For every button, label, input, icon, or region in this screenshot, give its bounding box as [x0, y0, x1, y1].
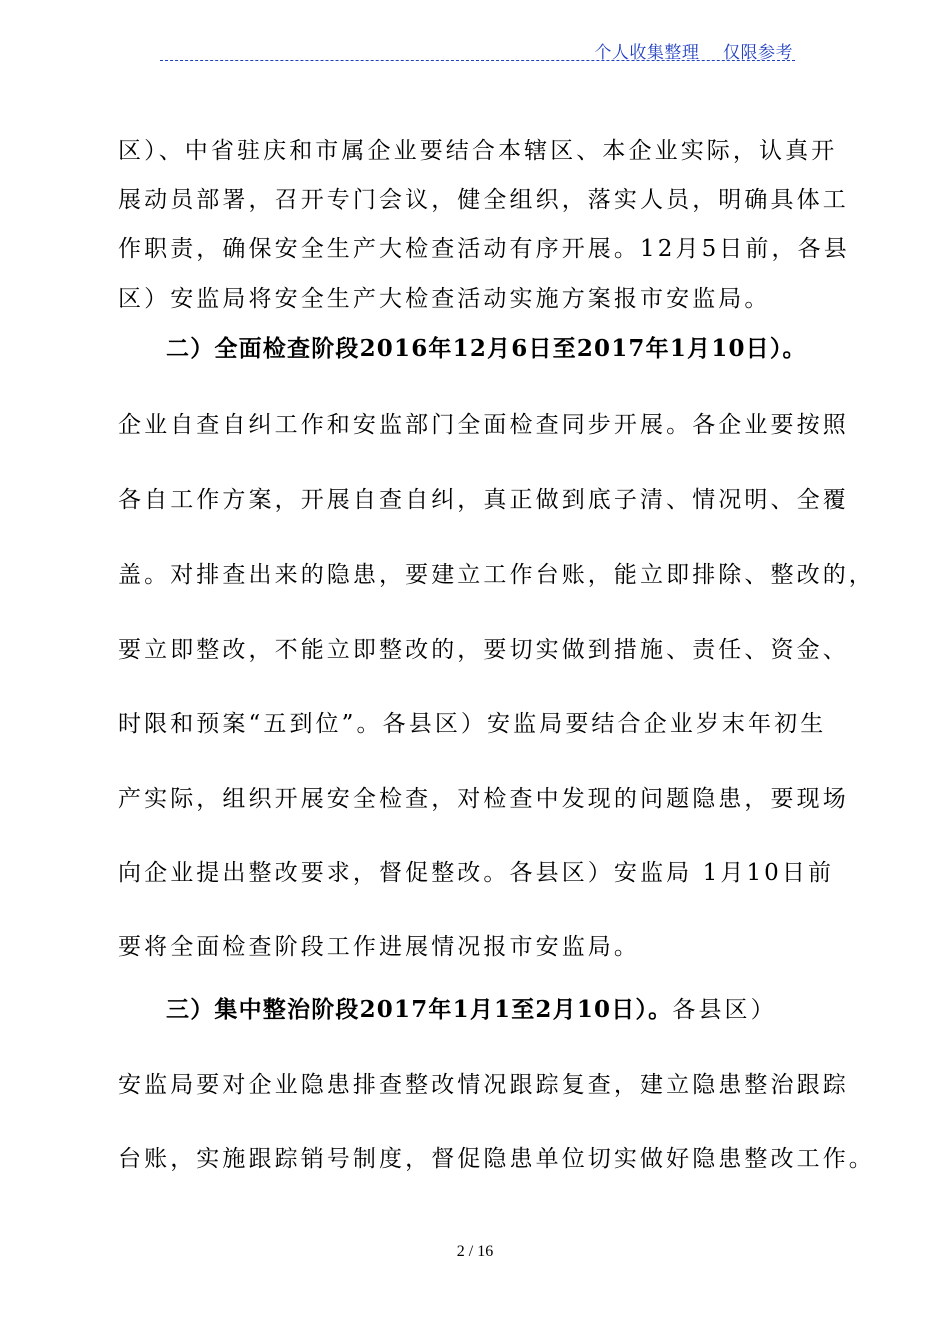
- section-heading-2: 二）全面检查阶段2016年12月6日至2017年1月10日）。: [166, 335, 807, 362]
- header-text: 个人收集整理 仅限参考: [594, 43, 793, 63]
- page-header: [160, 38, 795, 61]
- body-line-11: 向企业提出整改要求，督促整改。各县区）安监局 1月10日前: [118, 860, 835, 886]
- body-line-4: 区）安监局将安全生产大检查活动实施方案报市安监局。: [118, 286, 771, 312]
- body-line-12: 要将全面检查阶段工作进展情况报市安监局。: [118, 934, 640, 960]
- body-line-2: 展动员部署，召开专门会议，健全组织，落实人员，明确具体工: [118, 187, 849, 213]
- body-line-5: 企业自查自纠工作和安监部门全面检查同步开展。各企业要按照: [118, 412, 849, 438]
- body-line-3: 作职责，确保安全生产大检查活动有序开展。12月5日前，各县: [118, 236, 850, 262]
- body-line-14: 台账，实施跟踪销号制度，督促隐患单位切实做好隐患整改工作。: [118, 1146, 875, 1172]
- body-line-13: 安监局要对企业隐患排查整改情况跟踪复查，建立隐患整治跟踪: [118, 1072, 849, 1098]
- section-heading-3-continuation: 各县区）: [672, 997, 777, 1023]
- section-heading-3-line: [166, 995, 777, 1025]
- section-heading-3: 三）集中整治阶段2017年1月1至2月10日）。: [166, 996, 673, 1023]
- body-line-6: 各自工作方案，开展自查自纠，真正做到底子清、情况明、全覆: [118, 487, 849, 513]
- body-line-10: 产实际，组织开展安全检查，对检查中发现的问题隐患，要现场: [118, 786, 849, 812]
- body-line-1: 区）、中省驻庆和市属企业要结合本辖区、本企业实际，认真开: [118, 138, 838, 164]
- body-line-7: 盖。对排查出来的隐患，要建立工作台账，能立即排除、整改的，: [118, 562, 875, 588]
- page-number: 2 / 16: [456, 1243, 494, 1260]
- body-line-8: 要立即整改，不能立即整改的，要切实做到措施、责任、资金、: [118, 637, 849, 663]
- body-line-9: 时限和预案“五到位”。各县区）安监局要结合企业岁末年初生: [118, 711, 827, 737]
